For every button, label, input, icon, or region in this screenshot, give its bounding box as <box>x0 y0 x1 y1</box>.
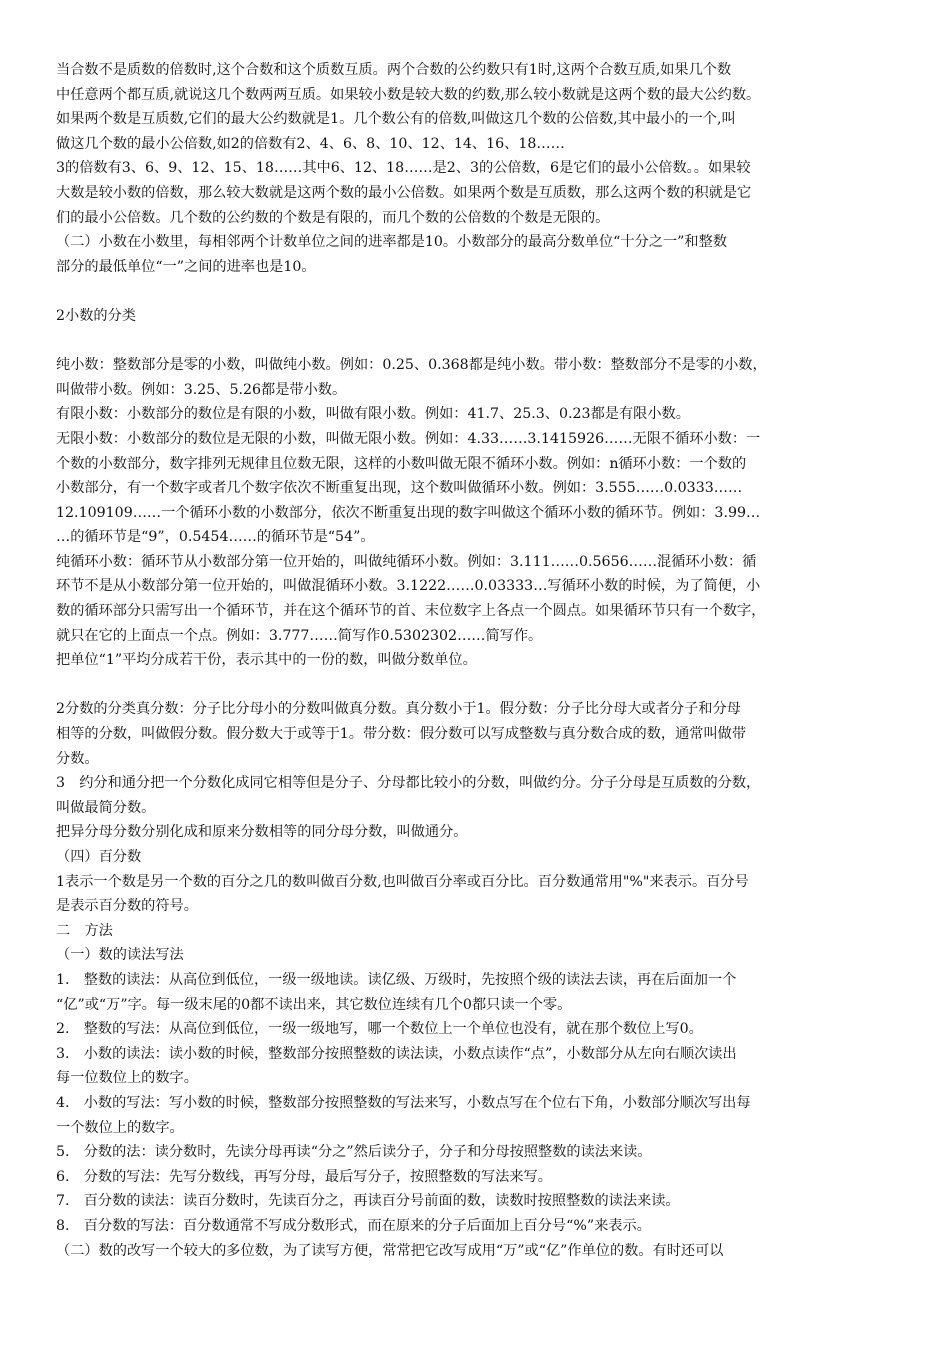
text-line: 个数的小数部分，数字排列无规律且位数无限，这样的小数叫做无限不循环小数。例如：n循环小数：一个数的 <box>56 455 747 472</box>
text-line: 2. 整数的写法：从高位到低位，一级一级地写，哪一个数位上一个单位也没有，就在那个数位上写0。 <box>56 1021 703 1038</box>
text-line: 把单位“1”平均分成若干份，表示其中的一份的数，叫做分数单位。 <box>56 652 477 669</box>
text-line: （二）小数在小数里，每相邻两个计数单位之间的进率都是10。小数部分的最高分数单位“十分之一”和整数 <box>56 234 728 251</box>
text-line: 数的循环部分只需写出一个循环节，并在这个循环节的首、末位数字上各点一个圆点。如果循环节只有一个数字， <box>56 603 766 620</box>
text-line: 有限小数：小数部分的数位是有限的小数，叫做有限小数。例如：41.7、25.3、0.23都是有限小数。 <box>56 406 690 423</box>
text-line: 6. 分数的写法：先写分数线，再写分母，最后写分子，按照整数的写法来写。 <box>56 1168 552 1185</box>
text-line: 每一位数位上的数字。 <box>56 1070 198 1087</box>
text-line: （一）数的读法写法 <box>56 947 184 964</box>
text-line: 2分数的分类真分数：分子比分母小的分数叫做真分数。真分数小于1。假分数：分子比分母大或者分子和分母 <box>56 701 741 718</box>
text-line: 把异分母分数分别化成和原来分数相等的同分母分数，叫做通分。 <box>56 824 468 841</box>
text-line: 2小数的分类 <box>56 307 136 324</box>
text-line: 二 方法 <box>56 922 113 939</box>
text-line: 3 约分和通分把一个分数化成同它相等但是分子、分母都比较小的分数，叫做约分。分子分母是互质数的分数， <box>56 775 761 792</box>
text-line: 就只在它的上面点一个点。例如：3.777……简写作0.5302302……简写作。 <box>56 627 543 644</box>
text-line: 大数是较小数的倍数，那么较大数就是这两个数的最小公倍数。如果两个数是互质数，那么这两个数的积就是它 <box>56 184 752 201</box>
text-line: 4. 小数的写法：写小数的时候，整数部分按照整数的写法来写，小数点写在个位右下角，小数部分顺次写出每 <box>56 1094 751 1111</box>
text-line: 叫做最简分数。 <box>56 799 156 816</box>
text-line: （四）百分数 <box>56 849 142 865</box>
text-line: 无限小数：小数部分的数位是无限的小数，叫做无限小数。例如：4.33……3.1415926……无限不循环小数：一 <box>56 430 761 447</box>
text-line: 当合数不是质数的倍数时,这个合数和这个质数互质。两个合数的公约数只有1时,这两个合数互质,如果几个数 <box>56 62 732 78</box>
text-line: 们的最小公倍数。几个数的公约数的个数是有限的，而几个数的公倍数的个数是无限的。 <box>56 209 610 226</box>
text-line: 相等的分数，叫做假分数。假分数大于或等于1。带分数：假分数可以写成整数与真分数合成的数，通常叫做带 <box>56 726 747 743</box>
text-line: 一个数位上的数字。 <box>56 1119 184 1136</box>
text-line: 中任意两个都互质,就说这几个数两两互质。如果较小数是较大数的约数,那么较小数就是这两个数的最大公约数。 <box>56 86 761 103</box>
text-line: 1表示一个数是另一个数的百分之几的数叫做百分数,也叫做百分率或百分比。百分数通常用"%"来表示。百分号 <box>56 873 749 890</box>
text-line: 7. 百分数的读法：读百分数时，先读百分之，再读百分号前面的数，读数时按照整数的读法来读。 <box>56 1193 680 1210</box>
text-line: 叫做带小数。例如：3.25、5.26都是带小数。 <box>56 381 347 398</box>
text-line: 3. 小数的读法：读小数的时候，整数部分按照整数的读法读，小数点读作“点”，小数部分从左向右顺次读出 <box>56 1045 737 1062</box>
text-line: 5. 分数的法：读分数时，先读分母再读“分之”然后读分子，分子和分母按照整数的读法来读。 <box>56 1144 652 1161</box>
text-line: 3的倍数有3、6、9、12、15、18……其中6、12、18……是2、3的公倍数，6是它们的最小公倍数。。如果较 <box>56 160 751 177</box>
blank-line <box>56 279 906 304</box>
text-line: 环节不是从小数部分第一位开始的，叫做混循环小数。3.1222……0.03333…写循环小数的时候，为了简便，小 <box>56 578 761 595</box>
text-line: 1. 整数的读法：从高位到低位，一级一级地读。读亿级、万级时，先按照个级的读法去读，再在后面加一个 <box>56 971 737 988</box>
text-line: 部分的最低单位“一”之间的进率也是10。 <box>56 258 316 275</box>
text-line: …的循环节是“9”，0.5454……的循环节是“54”。 <box>56 529 375 546</box>
blank-line <box>56 329 906 354</box>
text-line: 纯小数：整数部分是零的小数，叫做纯小数。例如：0.25、0.368都是纯小数。带小数：整数部分不是零的小数， <box>56 357 767 374</box>
text-line: 小数部分，有一个数字或者几个数字依次不断重复出现，这个数叫做循环小数。例如：3.555……0.0333…… <box>56 480 743 497</box>
text-line: 是表示百分数的符号。 <box>56 898 198 915</box>
text-line: 8. 百分数的写法：百分数通常不写成分数形式，而在原来的分子后面加上百分号“%”来表示。 <box>56 1217 651 1234</box>
text-line: “亿”或“万”字。每一级末尾的0都不读出来，其它数位连续有几个0都只读一个零。 <box>56 996 572 1013</box>
text-line: （二）数的改写一个较大的多位数，为了读写方便，常常把它改写成用“万”或“亿”作单位的数。有时还可以 <box>56 1242 724 1259</box>
text-line: 做这几个数的最小公倍数,如2的倍数有2、4、6、8、10、12、14、16、18…… <box>56 135 565 152</box>
text-line: 12.109109……一个循环小数的小数部分，依次不断重复出现的数字叫做这个循环小数的循环节。例如：3.99… <box>56 504 761 521</box>
blank-line <box>56 673 906 698</box>
text-line: 纯循环小数：循环节从小数部分第一位开始的，叫做纯循环小数。例如：3.111……0.5656……混循环小数：循 <box>56 553 757 570</box>
text-line: 如果两个数是互质数,它们的最大公约数就是1。几个数公有的倍数,叫做这几个数的公倍数,其中最小的一个,叫 <box>56 111 736 128</box>
text-line: 分数。 <box>56 750 99 767</box>
document-page <box>56 58 906 1263</box>
